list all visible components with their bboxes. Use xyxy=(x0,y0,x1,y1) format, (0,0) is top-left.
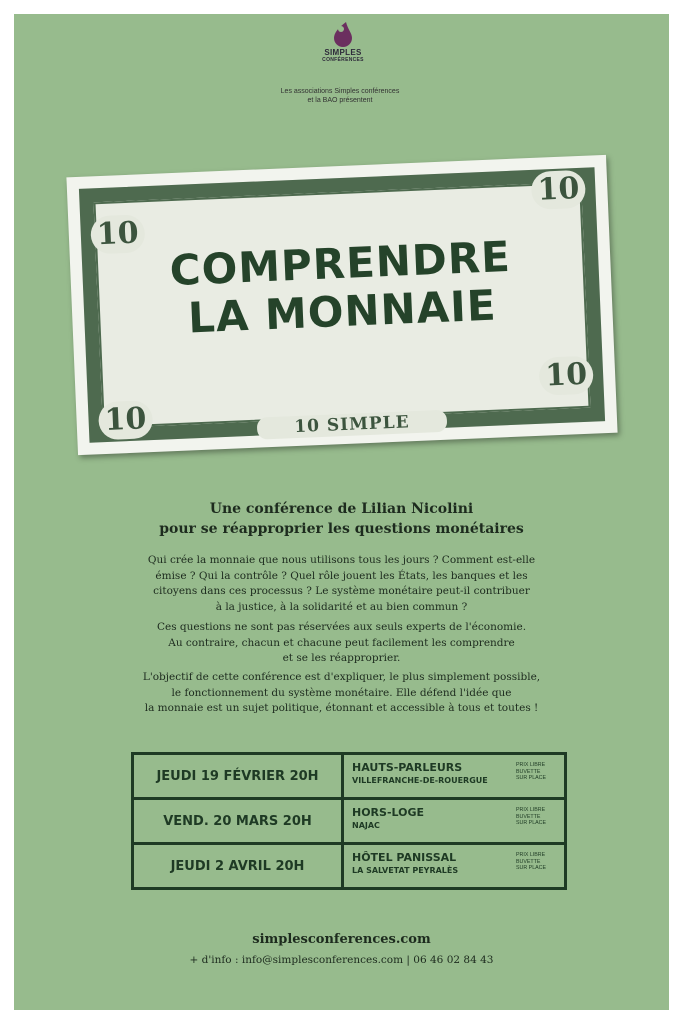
event-row xyxy=(134,797,564,842)
paragraph-line: à la justice, à la solidarité et au bien commun ? xyxy=(215,600,468,613)
info-line: PRIX LIBRE xyxy=(516,762,546,768)
denomination-top-left: 10 xyxy=(90,214,145,254)
presenters-line: et la BAO présentent xyxy=(307,97,373,104)
simples-conferences-logo xyxy=(314,20,372,63)
event-info xyxy=(516,845,564,887)
event-date: JEUDI 2 AVRIL 20H xyxy=(134,845,344,887)
event-date: JEUDI 19 FÉVRIER 20H xyxy=(134,755,344,797)
venue-town: NAJAC xyxy=(352,821,380,830)
presenters-text xyxy=(234,87,446,105)
logo-drop-icon xyxy=(328,20,358,48)
venue-name: HÔTEL PANISSAL xyxy=(352,851,457,864)
poster xyxy=(14,14,669,1010)
logo-text-line1: SIMPLES xyxy=(324,48,362,57)
info-line: PRIX LIBRE xyxy=(516,852,546,858)
denomination-bottom-right: 10 xyxy=(539,356,594,396)
denomination-top-right: 10 xyxy=(531,170,586,210)
event-venue xyxy=(344,845,516,887)
info-line: SUR PLACE xyxy=(516,775,547,781)
subtitle xyxy=(74,499,609,539)
audience-paragraph xyxy=(98,620,585,667)
event-info xyxy=(516,755,564,797)
events-table xyxy=(131,752,567,890)
contact-info: + d'info : info@simplesconferences.com | 06 46 02 84 43 xyxy=(189,954,494,966)
event-date: VEND. 20 MARS 20H xyxy=(134,800,344,842)
venue-town: VILLEFRANCHE-DE-ROUERGUE xyxy=(352,776,488,785)
info-line: BUVETTE xyxy=(516,768,541,775)
title-line: COMPRENDRE xyxy=(168,231,512,296)
denomination-bottom-left: 10 xyxy=(98,400,153,440)
paragraph-line: Qui crée la monnaie que nous utilisons tous les jours ? Comment est-elle xyxy=(147,554,536,566)
event-row xyxy=(134,842,564,887)
paragraph-line: Ces questions ne sont pas réservées aux seuls experts de l'économie. xyxy=(156,621,527,633)
objective-paragraph xyxy=(98,670,585,717)
paragraph-line: Au contraire, chacun et chacune peut facilement les comprendre xyxy=(168,636,515,649)
paragraph-line: L'objectif de cette conférence est d'expliquer, le plus simplement possible, xyxy=(142,671,541,683)
subtitle-line: Une conférence de Lilian Nicolini xyxy=(209,501,474,517)
venue-name: HAUTS-PARLEURS xyxy=(352,761,463,774)
paragraph-line: émise ? Qui la contrôle ? Quel rôle jouent les États, les banques et les xyxy=(155,569,528,582)
intro-paragraph xyxy=(98,553,585,615)
info-line: PRIX LIBRE xyxy=(516,807,546,813)
subtitle-line: pour se réapproprier les questions monétaires xyxy=(159,521,524,537)
info-line: SUR PLACE xyxy=(516,865,547,871)
event-row xyxy=(134,755,564,797)
banknote-caption: 10 SIMPLE xyxy=(257,410,448,440)
info-line: SUR PLACE xyxy=(516,820,547,826)
event-venue xyxy=(344,800,516,842)
paragraph-line: citoyens dans ces processus ? Le système monétaire peut-il contribuer xyxy=(153,585,530,598)
venue-town: LA SALVETAT PEYRALÈS xyxy=(352,866,459,875)
title-line: LA MONNAIE xyxy=(187,280,498,343)
info-line: BUVETTE xyxy=(516,858,541,865)
paragraph-line: le fonctionnement du système monétaire. Elle défend l'idée que xyxy=(171,686,512,699)
banknote-illustration xyxy=(66,155,617,455)
event-info xyxy=(516,800,564,842)
paragraph-line: et se les réapproprier. xyxy=(282,652,401,665)
website-link[interactable]: simplesconferences.com xyxy=(252,932,431,947)
paragraph-line: la monnaie est un sujet politique, étonnant et accessible à tous et toutes ! xyxy=(144,702,539,715)
venue-name: HORS-LOGE xyxy=(352,806,425,819)
presenters-line: Les associations Simples conférences xyxy=(280,88,400,95)
info-line: BUVETTE xyxy=(516,813,541,820)
event-venue xyxy=(344,755,516,797)
logo-text-line2: CONFÉRENCES xyxy=(322,57,364,63)
